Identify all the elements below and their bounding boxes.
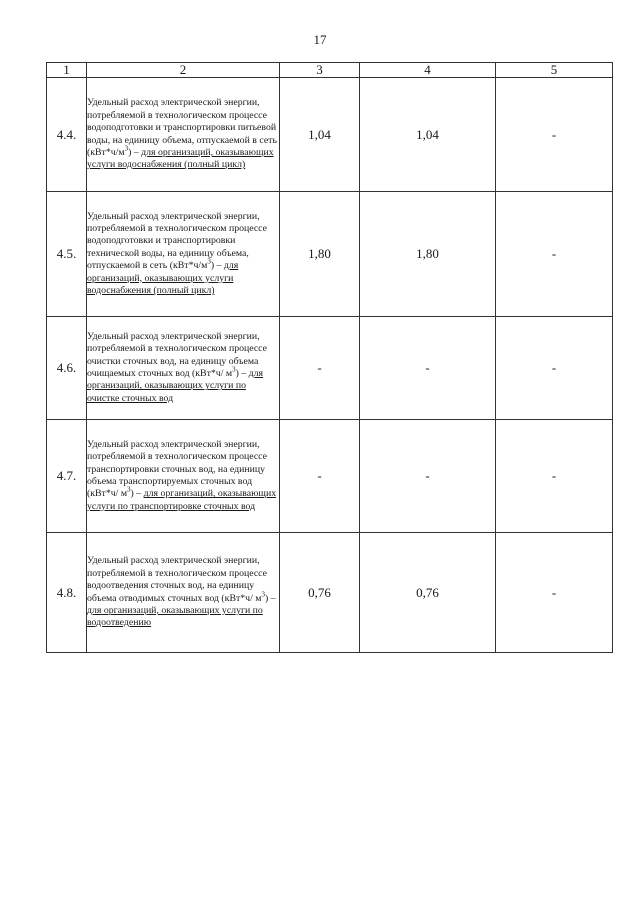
- header-col-5: 5: [496, 63, 613, 78]
- indicators-table: [46, 62, 613, 653]
- description-superscript: 3: [127, 486, 131, 495]
- description-text: Удельный расход электрической энергии, потребляемой в технологическом процессе транспортировки сточных вод, на единицу объема транспортируемых сточных вод (кВт*ч/ м: [87, 438, 267, 500]
- row-value-col-3: 1,80: [280, 192, 360, 317]
- row-value-col-5: -: [496, 78, 613, 192]
- description-dash: ) –: [264, 592, 276, 604]
- description-text: Удельный расход электрической энергии, потребляемой в технологическом процессе водоотведения сточных вод, на единицу объема отводимых сточных вод (кВт*ч/ м: [87, 555, 267, 604]
- header-col-4: 4: [360, 63, 496, 78]
- row-value-col-5: -: [496, 533, 613, 653]
- row-value-col-3: -: [280, 317, 360, 420]
- header-row: [47, 63, 613, 78]
- description-superscript: 3: [207, 257, 211, 266]
- description-text: Удельный расход электрической энергии, потребляемой в технологическом процессе водоподготовки и транспортировки технической воды, на единицу объема, отпускаемой в сеть (кВт*ч/м: [87, 210, 267, 272]
- row-number: 4.4.: [47, 78, 87, 192]
- row-value-col-3: -: [280, 420, 360, 533]
- row-value-col-4: 1,80: [360, 192, 496, 317]
- row-description: [87, 533, 280, 653]
- row-value-col-4: 1,04: [360, 78, 496, 192]
- description-dash: ) –: [235, 368, 249, 379]
- row-number: 4.5.: [47, 192, 87, 317]
- table-row: [47, 192, 613, 317]
- row-number: 4.7.: [47, 420, 87, 533]
- header-col-1: 1: [47, 63, 87, 78]
- row-value-col-5: -: [496, 317, 613, 420]
- row-value-col-5: -: [496, 192, 613, 317]
- row-value-col-5: -: [496, 420, 613, 533]
- row-value-col-3: 1,04: [280, 78, 360, 192]
- description-dash: ) –: [128, 146, 142, 158]
- description-dash: ) –: [130, 488, 144, 500]
- description-underlined: для организаций, оказывающих услуги по очистке сточных вод: [87, 368, 264, 404]
- description-superscript: 3: [124, 144, 129, 153]
- description-underlined: для организаций, оказывающих услуги водоснабжения (полный цикл): [87, 260, 239, 297]
- table-row: [47, 533, 613, 653]
- row-value-col-3: 0,76: [280, 533, 360, 653]
- description-superscript: 3: [261, 590, 265, 599]
- row-value-col-4: -: [360, 317, 496, 420]
- row-value-col-4: 0,76: [360, 533, 496, 653]
- table-row: [47, 317, 613, 420]
- row-description: [87, 317, 280, 420]
- description-superscript: 3: [232, 365, 236, 374]
- row-description: [87, 78, 280, 192]
- header-col-2: 2: [87, 63, 280, 78]
- description-underlined: для организаций, оказывающих услуги водоснабжения (полный цикл): [87, 146, 274, 171]
- row-description: [87, 420, 280, 533]
- table-row: [47, 420, 613, 533]
- description-underlined: для организаций, оказывающих услуги по транспортировке сточных вод: [87, 488, 277, 512]
- row-description: [87, 192, 280, 317]
- table-row: [47, 78, 613, 192]
- description-dash: ) –: [210, 260, 224, 272]
- header-col-3: 3: [280, 63, 360, 78]
- page-number: 17: [313, 32, 327, 47]
- row-number: 4.6.: [47, 317, 87, 420]
- description-text: Удельный расход электрической энергии, потребляемой в технологическом процессе водоподготовки и транспортировки питьевой воды, на единицу объема, отпускаемой в сеть (кВт*ч/м: [87, 97, 277, 158]
- description-underlined: для организаций, оказывающих услуги по водоотведению: [87, 604, 263, 629]
- description-text: Удельный расход электрической энергии, потребляемой в технологическом процессе очистки сточных вод, на единицу объема очищаемых сточных вод (кВт*ч/ м: [87, 330, 267, 379]
- row-value-col-4: -: [360, 420, 496, 533]
- row-number: 4.8.: [47, 533, 87, 653]
